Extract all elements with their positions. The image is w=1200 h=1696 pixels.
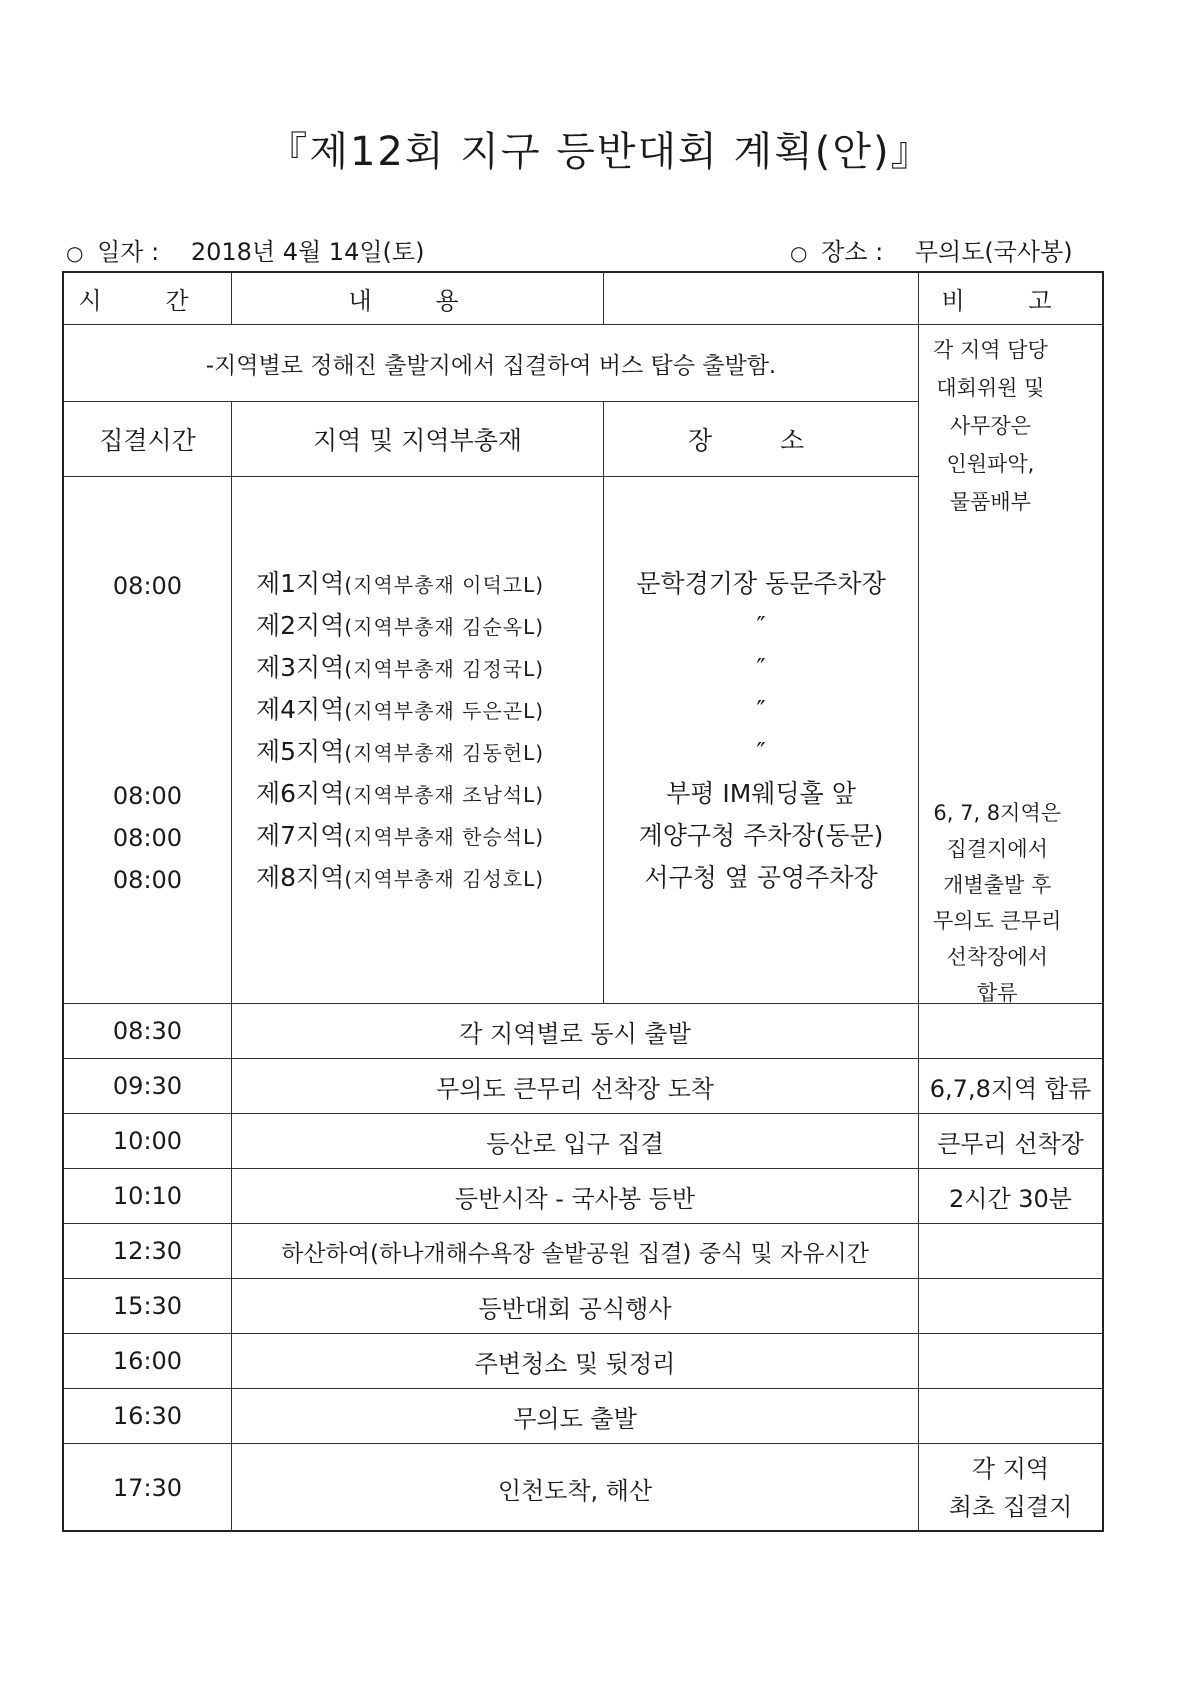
header-blank	[604, 273, 919, 325]
intro-text: -지역별로 정해진 출발지에서 집결하여 버스 탑승 출발함.	[64, 325, 919, 402]
gather-time: 08:00	[112, 866, 183, 894]
schedule-time: 16:00	[64, 1334, 232, 1389]
document-title: 『제12회 지구 등반대회 계획(안)』	[267, 129, 933, 175]
place-item: ″	[756, 653, 766, 682]
schedule-note: 2시간 30분	[919, 1169, 1102, 1224]
region-item	[256, 563, 544, 605]
note-line: 6, 7, 8지역은	[933, 801, 1062, 825]
gather-times	[113, 477, 182, 901]
schedule-content: 등반대회 공식행사	[232, 1279, 919, 1334]
note-line: 개별출발 후	[943, 873, 1052, 897]
region-name: 제5지역	[256, 737, 345, 766]
note-line: 합류	[976, 981, 1018, 1005]
region-name: 제7지역	[256, 821, 345, 850]
date-info	[66, 232, 430, 267]
note-line: 인원파악,	[946, 452, 1035, 476]
schedule-time: 16:30	[64, 1389, 232, 1444]
schedule-time: 08:30	[64, 1004, 232, 1059]
schedule-content: 주변청소 및 뒷정리	[232, 1334, 919, 1389]
note-line: 무의도 큰무리	[933, 909, 1062, 933]
place-list	[636, 477, 885, 899]
header-note: 비 고	[919, 273, 1102, 325]
region-item	[256, 857, 544, 899]
region-leader: (지역부총재 김성호L)	[344, 867, 545, 891]
region-leader: (지역부총재 조남석L)	[344, 783, 545, 807]
region-item	[256, 815, 544, 857]
place-value: 무의도(국사봉)	[914, 238, 1073, 266]
place-item: 계양구청 주차장(동문)	[638, 821, 884, 850]
region-item	[256, 689, 544, 731]
place-item: 문학경기장 동문주차장	[636, 569, 886, 598]
region-list	[232, 477, 544, 899]
note-line: 대회위원 및	[936, 376, 1045, 400]
schedule-content: 무의도 출발	[232, 1389, 919, 1444]
place-item: ″	[756, 737, 766, 766]
region-leader: (지역부총재 이덕고L)	[344, 573, 545, 597]
region-leader: (지역부총재 한승석L)	[344, 825, 545, 849]
place-item: 서구청 옆 공영주차장	[644, 863, 878, 892]
schedule-content: 하산하여(하나개해수욕장 솔밭공원 집결) 중식 및 자유시간	[232, 1224, 919, 1279]
region-name: 제6지역	[256, 779, 345, 808]
subheader-region: 지역 및 지역부총재	[232, 402, 604, 477]
region-name: 제1지역	[256, 569, 345, 598]
schedule-content: 무의도 큰무리 선착장 도착	[232, 1059, 919, 1114]
region-name: 제8지역	[256, 863, 345, 892]
region-leader: (지역부총재 김정국L)	[344, 657, 545, 681]
region-name: 제4지역	[256, 695, 345, 724]
place-info	[790, 232, 1079, 267]
notes-bottom	[933, 795, 1061, 1011]
header-content: 내 용	[232, 273, 604, 325]
schedule-time: 09:30	[64, 1059, 232, 1114]
subheader-place: 장 소	[604, 402, 919, 477]
place-item: ″	[756, 695, 766, 724]
region-leader: (지역부총재 김동헌L)	[344, 741, 545, 765]
schedule-content: 각 지역별로 동시 출발	[232, 1004, 919, 1059]
date-value: 2018년 4월 14일(토)	[190, 238, 425, 266]
circle-bullet-icon: ○	[66, 241, 84, 265]
place-item: 부평 IM웨딩홀 앞	[666, 779, 856, 808]
region-leader: (지역부총재 김순옥L)	[344, 615, 545, 639]
notes-cell	[919, 325, 1102, 1004]
schedule-time: 17:30	[64, 1444, 232, 1532]
schedule-time: 15:30	[64, 1279, 232, 1334]
note-line: 각 지역 담당	[933, 338, 1048, 362]
circle-bullet-icon: ○	[790, 241, 808, 265]
schedule-note	[919, 1389, 1102, 1444]
region-item	[256, 731, 544, 773]
place-item: ″	[756, 611, 766, 640]
schedule-note	[919, 1224, 1102, 1279]
region-item	[256, 773, 544, 815]
schedule-note	[919, 1334, 1102, 1389]
gather-times-cell	[64, 477, 232, 1004]
notes-top	[933, 331, 1048, 521]
schedule-note: 6,7,8지역 합류	[919, 1059, 1102, 1114]
note-line: 물품배부	[949, 490, 1031, 514]
schedule-note: 각 지역 최초 집결지	[948, 1455, 1073, 1521]
place-label: 장소 :	[821, 238, 884, 266]
region-leader: (지역부총재 두은곤L)	[344, 699, 545, 723]
region-name: 제3지역	[256, 653, 345, 682]
note-line: 집결지에서	[946, 837, 1048, 861]
region-name: 제2지역	[256, 611, 345, 640]
schedule-note	[919, 1004, 1102, 1059]
gather-time: 08:00	[112, 824, 183, 852]
schedule-time: 10:00	[64, 1114, 232, 1169]
places-cell	[604, 477, 919, 1004]
note-line: 선착장에서	[946, 945, 1048, 969]
region-item	[256, 647, 544, 689]
schedule-time: 12:30	[64, 1224, 232, 1279]
schedule-content: 등산로 입구 집결	[232, 1114, 919, 1169]
schedule-content: 인천도착, 해산	[232, 1444, 919, 1532]
schedule-note: 큰무리 선착장	[919, 1114, 1102, 1169]
schedule-content: 등반시작 - 국사봉 등반	[232, 1169, 919, 1224]
region-item	[256, 605, 544, 647]
gather-time: 08:00	[112, 572, 183, 600]
header-time: 시 간	[64, 273, 232, 325]
date-label: 일자 :	[97, 238, 160, 266]
schedule-note	[919, 1279, 1102, 1334]
schedule-time: 10:10	[64, 1169, 232, 1224]
note-line: 사무장은	[949, 414, 1031, 438]
gather-time: 08:00	[112, 782, 183, 810]
regions-cell	[232, 477, 604, 1004]
subheader-gather-time: 집결시간	[64, 402, 232, 477]
schedule-table	[62, 271, 1104, 1532]
